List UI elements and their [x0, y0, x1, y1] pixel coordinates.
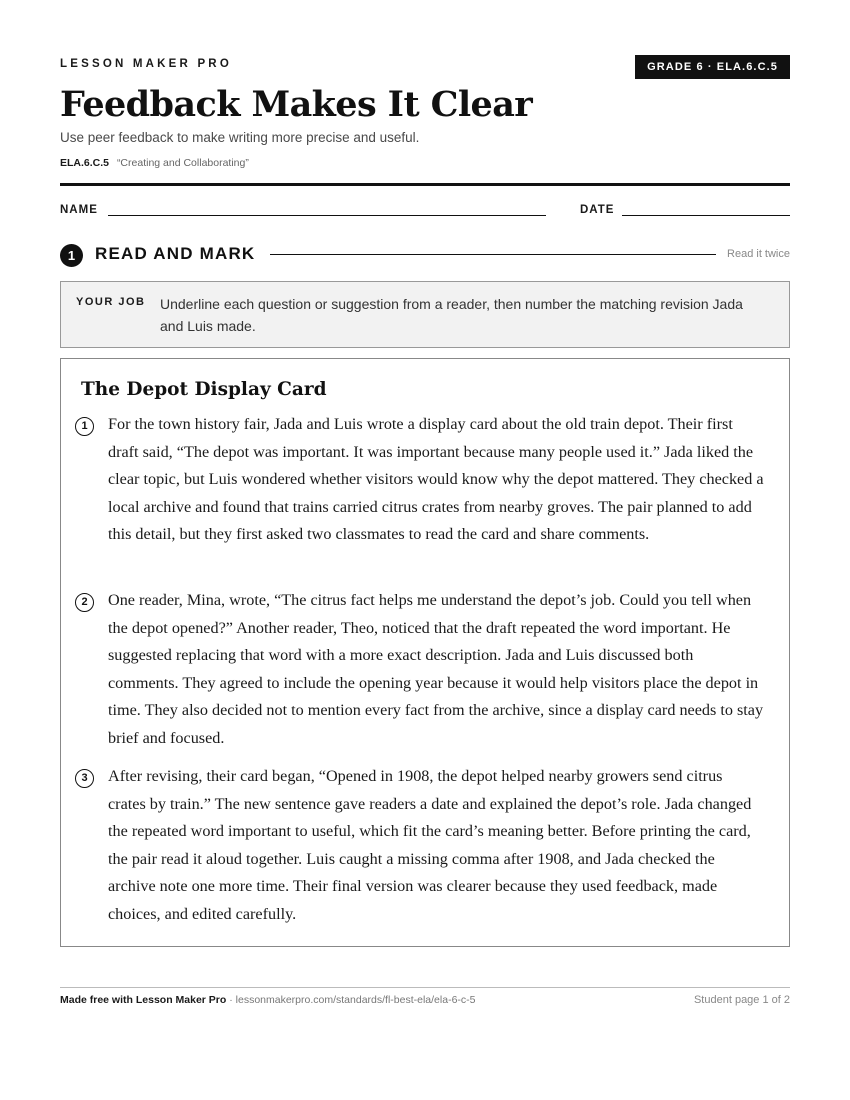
paragraph-number: 3	[75, 769, 94, 788]
name-label: NAME	[60, 204, 98, 216]
footer-credit	[60, 994, 476, 1006]
standard-name: “Creating and Collaborating”	[116, 157, 249, 169]
footer-divider	[60, 987, 790, 988]
grade-badge: GRADE 6 · ELA.6.C.5	[635, 55, 790, 79]
section-number-badge: 1	[60, 244, 83, 267]
paragraph-text[interactable]: One reader, Mina, wrote, “The citrus fact helps me understand the depot’s job. Could you tell when the depot opened?” Another reader, Theo, noticed that the draft repeated the word important. He suggested replacing that word with a more exact description. Jada and Luis discussed both comments. They agreed to include the opening year because it would help visitors place the depot in time. They also decided not to mention every fact from the archive, since a display card needs to stay brief and focused.	[108, 591, 764, 747]
paragraph-number: 2	[75, 593, 94, 612]
passage-title: The Depot Display Card	[81, 379, 327, 400]
footer-url[interactable]: · lessonmakerpro.com/standards/fl-best-ela/ela-6-c-5	[226, 994, 476, 1006]
footer-brand: Made free with Lesson Maker Pro	[60, 994, 227, 1006]
instruction-box	[60, 281, 790, 348]
date-field[interactable]	[622, 215, 790, 216]
page-title: Feedback Makes It Clear	[60, 84, 533, 125]
date-label: DATE	[580, 204, 615, 216]
passage-box	[60, 358, 790, 947]
standard-line	[60, 157, 249, 169]
section-header	[60, 242, 790, 268]
paragraph-number: 1	[75, 417, 94, 436]
header-divider	[60, 183, 790, 186]
section-title: READ AND MARK	[95, 244, 256, 263]
section-rule	[270, 254, 716, 255]
page-indicator: Student page 1 of 2	[693, 994, 790, 1006]
section-hint: Read it twice	[727, 248, 790, 260]
paragraph-text[interactable]: After revising, their card began, “Opened in 1908, the depot helped nearby growers send citrus crates by train.” The new sentence gave readers a date and explained the depot’s role. Jada changed the repeated word important to useful, which fit the card’s meaning better. Before printing the card, the pair read it aloud together. Luis caught a missing comma after 1908, and Jada checked the archive note one more time. Their final version was clearer because they used feedback, made choices, and edited carefully.	[108, 767, 752, 923]
instruction-text: Underline each question or suggestion from a reader, then number the matching revision Jada and Luis made.	[160, 296, 743, 334]
instruction-label: YOUR JOB	[76, 296, 146, 308]
brand-name: LESSON MAKER PRO	[60, 58, 232, 70]
name-field[interactable]	[108, 215, 546, 216]
page-subtitle: Use peer feedback to make writing more precise and useful.	[60, 130, 420, 145]
standard-code: ELA.6.C.5	[60, 157, 110, 169]
paragraph-text[interactable]: For the town history fair, Jada and Luis wrote a display card about the old train depot. Their first draft said, “The depot was important. It was important because many people used it.” Jada liked the clear topic, but Luis wondered whether visitors would know why the depot mattered. They checked a local archive and found that trains carried citrus crates from nearby groves. The pair planned to add this detail, but they first asked two classmates to read the card and share comments.	[108, 415, 764, 543]
